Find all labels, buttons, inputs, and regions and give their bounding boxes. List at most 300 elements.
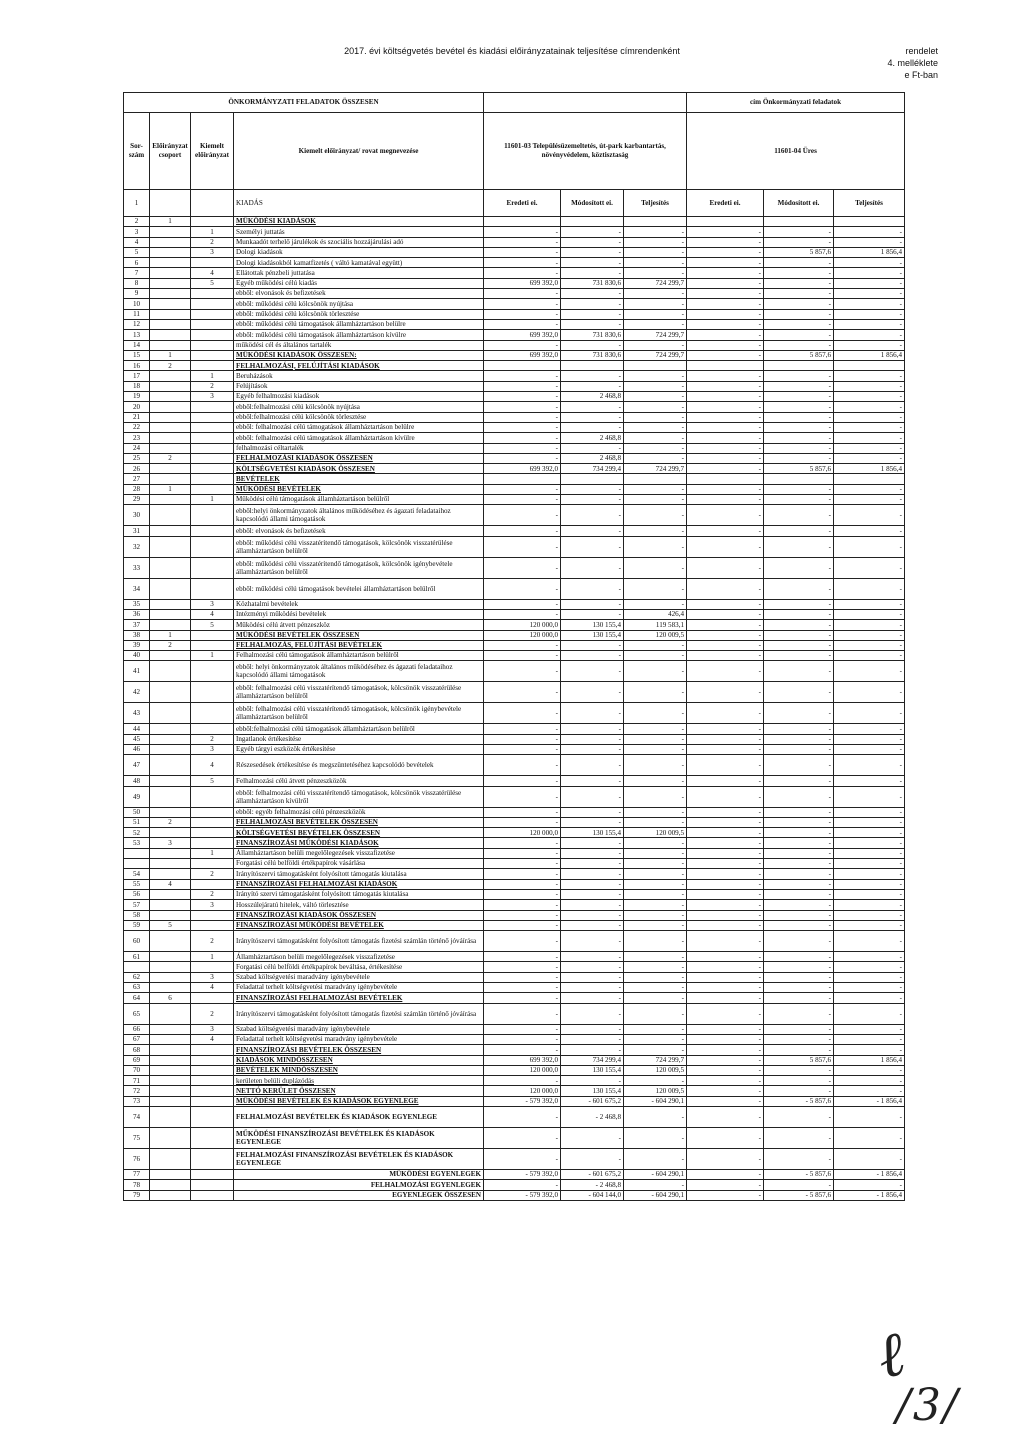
row-name: Személyi juttatás (234, 227, 484, 237)
annex-label: 4. melléklete (887, 58, 938, 68)
value-eredeti-2: - (687, 1024, 764, 1034)
item-number: 1 (191, 227, 234, 237)
value-eredeti-2: - (687, 258, 764, 268)
item-number (191, 340, 234, 350)
value-modositott-1: - (561, 227, 624, 237)
table-row (124, 557, 905, 578)
value-modositott-1: - (561, 536, 624, 557)
value-modositott-2: - (764, 258, 834, 268)
value-eredeti-1: - (484, 412, 561, 422)
row-name: KÖLTSÉGVETÉSI KIADÁSOK ÖSSZESEN (234, 464, 484, 474)
item-number: 1 (191, 371, 234, 381)
group-number (150, 1180, 191, 1190)
value-eredeti-1: 699 392,0 (484, 1055, 561, 1065)
value-modositott-1: - (561, 807, 624, 817)
value-modositott-1: - (561, 258, 624, 268)
value-teljesites-1: - (624, 484, 687, 494)
value-teljesites-2: - (834, 682, 905, 703)
value-teljesites-2: - (834, 724, 905, 734)
value-teljesites-2: - (834, 838, 905, 848)
value-modositott-2: - (764, 869, 834, 879)
value-teljesites-1: - (624, 755, 687, 776)
row-number: 8 (124, 278, 150, 288)
group-number (150, 258, 191, 268)
table-row (124, 900, 905, 910)
value-teljesites-1: - (624, 972, 687, 982)
value-eredeti-2: - (687, 682, 764, 703)
row-name: ebből: felhalmozási célú visszatérítendő támogatások, kölcsönök igénybevétele államháztartáson belülről (234, 703, 484, 724)
table-row (124, 1034, 905, 1044)
value-eredeti-1: - 579 392,0 (484, 1096, 561, 1106)
row-name: Ellátottak pénzbeli juttatása (234, 268, 484, 278)
value-eredeti-2: - (687, 299, 764, 309)
value-modositott-1: - (561, 838, 624, 848)
item-number (191, 786, 234, 807)
row-name: ebből: elvonások és befizetések (234, 526, 484, 536)
table-row (124, 309, 905, 319)
value-teljesites-1: - (624, 640, 687, 650)
item-number (191, 289, 234, 299)
group-number (150, 247, 191, 257)
row-name: FELHALMOZÁSI BEVÉTELEK ÖSSZESEN (234, 817, 484, 827)
value-teljesites-1: - (624, 931, 687, 952)
row-number: 23 (124, 433, 150, 443)
group-number (150, 983, 191, 993)
table-row (124, 505, 905, 526)
item-number (191, 330, 234, 340)
value-modositott-1: - (561, 289, 624, 299)
value-modositott-1: - (561, 443, 624, 453)
table-row (124, 340, 905, 350)
cim-label: cím (750, 98, 762, 106)
value-teljesites-2: - (834, 931, 905, 952)
value-eredeti-1: 699 392,0 (484, 278, 561, 288)
value-eredeti-2: - (687, 371, 764, 381)
value-teljesites-1: 724 299,7 (624, 330, 687, 340)
row-number (124, 859, 150, 869)
group-number (150, 422, 191, 432)
value-teljesites-1: - (624, 920, 687, 930)
value-modositott-1: - (561, 412, 624, 422)
row-name: ebből:felhalmozási célú kölcsönök nyújtása (234, 402, 484, 412)
table-row (124, 1096, 905, 1106)
table-row (124, 703, 905, 724)
value-modositott-2: 5 857,6 (764, 350, 834, 360)
item-number: 1 (191, 495, 234, 505)
value-teljesites-2: - (834, 993, 905, 1003)
row-name: BEVÉTELEK (234, 474, 484, 484)
row-number: 75 (124, 1128, 150, 1149)
row-number: 40 (124, 651, 150, 661)
value-eredeti-2: - (687, 464, 764, 474)
value-modositott-1: - (561, 776, 624, 786)
row-number: 18 (124, 381, 150, 391)
cim-group-label: Önkormányzati feladatok (762, 98, 842, 106)
value-teljesites-2: - (834, 817, 905, 827)
value-eredeti-1 (484, 361, 561, 371)
value-eredeti-2: - (687, 776, 764, 786)
group-number (150, 578, 191, 599)
value-modositott-2: - (764, 972, 834, 982)
value-modositott-1: - (561, 859, 624, 869)
value-eredeti-1: - (484, 1003, 561, 1024)
value-eredeti-2: - (687, 859, 764, 869)
value-teljesites-1: - (624, 258, 687, 268)
value-eredeti-2: - (687, 268, 764, 278)
value-modositott-2: - (764, 910, 834, 920)
row-number: 5 (124, 247, 150, 257)
row-number: 49 (124, 786, 150, 807)
value-teljesites-1: - (624, 1003, 687, 1024)
row-number: 43 (124, 703, 150, 724)
row-number: 29 (124, 495, 150, 505)
group-number (150, 557, 191, 578)
value-modositott-2: - (764, 1065, 834, 1075)
group-number (150, 402, 191, 412)
value-modositott-1: - (561, 526, 624, 536)
value-teljesites-2: - (834, 536, 905, 557)
value-modositott-1: 731 830,6 (561, 350, 624, 360)
value-modositott-1: 130 155,4 (561, 828, 624, 838)
value-teljesites-2: - (834, 443, 905, 453)
value-eredeti-2 (687, 361, 764, 371)
value-teljesites-2: - (834, 330, 905, 340)
value-teljesites-2: - (834, 258, 905, 268)
value-modositott-2: - (764, 599, 834, 609)
item-number: 4 (191, 268, 234, 278)
table-row (124, 744, 905, 754)
value-modositott-1: - (561, 599, 624, 609)
group-number (150, 1190, 191, 1200)
value-modositott-1: - (561, 1076, 624, 1086)
value-teljesites-2: - (834, 557, 905, 578)
value-modositott-1: - (561, 1149, 624, 1170)
item-number: 1 (191, 952, 234, 962)
row-number: 51 (124, 817, 150, 827)
value-modositott-2: - (764, 724, 834, 734)
value-eredeti-1: - (484, 661, 561, 682)
value-modositott-1: - 2 468,8 (561, 1107, 624, 1128)
col-kiemelt: Kiemelt előirányzat (191, 113, 234, 190)
value-teljesites-1: 120 009,5 (624, 828, 687, 838)
row-number: 63 (124, 983, 150, 993)
item-number: 2 (191, 869, 234, 879)
row-number: 33 (124, 557, 150, 578)
table-row (124, 443, 905, 453)
row-number: 25 (124, 453, 150, 463)
group-number (150, 412, 191, 422)
value-modositott-1: - (561, 381, 624, 391)
value-teljesites-1: - (624, 744, 687, 754)
value-teljesites-1: - (624, 734, 687, 744)
value-teljesites-1: - (624, 838, 687, 848)
value-teljesites-2: - (834, 319, 905, 329)
value-eredeti-1: - (484, 433, 561, 443)
table-row (124, 962, 905, 972)
value-eredeti-2: - (687, 755, 764, 776)
sub-modositott-2: Módosított ei. (764, 190, 834, 217)
item-number: 5 (191, 620, 234, 630)
value-modositott-2: - (764, 952, 834, 962)
table-row (124, 330, 905, 340)
group-number (150, 755, 191, 776)
value-teljesites-2: - (834, 1149, 905, 1170)
value-modositott-1: - (561, 237, 624, 247)
value-eredeti-2: - (687, 703, 764, 724)
value-eredeti-1: - (484, 869, 561, 879)
group-number (150, 661, 191, 682)
value-eredeti-2: - (687, 484, 764, 494)
row-number: 70 (124, 1065, 150, 1075)
value-modositott-2: - (764, 859, 834, 869)
value-teljesites-1: - (624, 1180, 687, 1190)
value-modositott-1: - (561, 724, 624, 734)
row-name: FELHALMOZÁSI, FELÚJÍTÁSI KIADÁSOK (234, 361, 484, 371)
value-teljesites-2 (834, 474, 905, 484)
row-name: FELHALMOZÁS, FELÚJÍTÁSI BEVÉTELEK (234, 640, 484, 650)
value-eredeti-2: - (687, 227, 764, 237)
row-number: 36 (124, 609, 150, 619)
row-name: Egyéb felhalmozási kiadások (234, 392, 484, 402)
value-teljesites-1: - 604 290,1 (624, 1190, 687, 1200)
value-eredeti-1: - (484, 993, 561, 1003)
value-eredeti-2: - (687, 630, 764, 640)
value-eredeti-1: 120 000,0 (484, 620, 561, 630)
value-modositott-1: - (561, 557, 624, 578)
value-teljesites-2: - 1 856,4 (834, 1170, 905, 1180)
group-number (150, 474, 191, 484)
table-row (124, 412, 905, 422)
value-eredeti-2: - (687, 309, 764, 319)
row-name: ebből: működési célú támogatások bevételei államháztartáson belülről (234, 578, 484, 599)
value-modositott-1: - 601 675,2 (561, 1170, 624, 1180)
row-number: 26 (124, 464, 150, 474)
table-row (124, 278, 905, 288)
item-number (191, 817, 234, 827)
cim-header (687, 93, 905, 113)
item-number (191, 1149, 234, 1170)
row-name: Felhalmozási célú átvett pénzeszközök (234, 776, 484, 786)
value-eredeti-2: - (687, 1055, 764, 1065)
value-eredeti-2: - (687, 1086, 764, 1096)
row-name: ebből: felhalmozási célú visszatérítendő támogatások, kölcsönök visszatérülése államháztartáson belülről (234, 682, 484, 703)
value-eredeti-2: - (687, 879, 764, 889)
item-number (191, 661, 234, 682)
table-row (124, 983, 905, 993)
value-modositott-1: - (561, 682, 624, 703)
table-row (124, 993, 905, 1003)
table-row (124, 859, 905, 869)
value-teljesites-1: - (624, 371, 687, 381)
row-name: Beruházások (234, 371, 484, 381)
value-eredeti-2: - (687, 1045, 764, 1055)
handwritten-page-number: /3/ (896, 1380, 960, 1431)
value-eredeti-2: - (687, 402, 764, 412)
value-modositott-1 (561, 474, 624, 484)
value-eredeti-1: 120 000,0 (484, 828, 561, 838)
row-name: ebből: elvonások és befizetések (234, 289, 484, 299)
value-modositott-2: - (764, 268, 834, 278)
table-row (124, 682, 905, 703)
value-eredeti-1: - (484, 402, 561, 412)
item-number: 2 (191, 734, 234, 744)
value-eredeti-1: - 579 392,0 (484, 1170, 561, 1180)
row-number: 2 (124, 217, 150, 227)
value-modositott-2: - (764, 402, 834, 412)
value-modositott-2 (764, 361, 834, 371)
value-eredeti-2 (687, 217, 764, 227)
item-number (191, 557, 234, 578)
item-number (191, 453, 234, 463)
item-number (191, 217, 234, 227)
table-row (124, 838, 905, 848)
value-modositott-2: - (764, 682, 834, 703)
value-teljesites-2: - (834, 237, 905, 247)
row-name: ebből: működési célú támogatások államháztartáson kívülre (234, 330, 484, 340)
value-modositott-2 (764, 474, 834, 484)
value-eredeti-2: - (687, 972, 764, 982)
group-number (150, 278, 191, 288)
value-modositott-2: - 5 857,6 (764, 1096, 834, 1106)
value-teljesites-2: - (834, 289, 905, 299)
value-modositott-2: - (764, 889, 834, 899)
table-row (124, 599, 905, 609)
value-teljesites-2: - (834, 433, 905, 443)
sub-teljesites: Teljesítés (624, 190, 687, 217)
value-modositott-2: - (764, 299, 834, 309)
value-eredeti-2: - (687, 381, 764, 391)
value-teljesites-1: - (624, 1076, 687, 1086)
item-number (191, 309, 234, 319)
value-teljesites-1: - (624, 392, 687, 402)
value-eredeti-2: - (687, 526, 764, 536)
value-eredeti-2: - (687, 910, 764, 920)
row-name: ebből: működési célú visszatérítendő támogatások, kölcsönök visszatérülése államháztartáson belülről (234, 536, 484, 557)
value-eredeti-2: - (687, 1076, 764, 1086)
value-eredeti-1: - (484, 319, 561, 329)
value-teljesites-1: - (624, 661, 687, 682)
value-modositott-2: - (764, 817, 834, 827)
item-number (191, 350, 234, 360)
item-number (191, 526, 234, 536)
row-number: 52 (124, 828, 150, 838)
value-modositott-2: - (764, 734, 834, 744)
row-number: 34 (124, 578, 150, 599)
value-modositott-2: - (764, 661, 834, 682)
table-row (124, 1149, 905, 1170)
item-number (191, 962, 234, 972)
value-teljesites-1: - (624, 557, 687, 578)
value-eredeti-2: - (687, 734, 764, 744)
value-modositott-1: 130 155,4 (561, 1086, 624, 1096)
item-number (191, 505, 234, 526)
sub-eredeti: Eredeti ei. (484, 190, 561, 217)
item-number (191, 464, 234, 474)
group-number (150, 289, 191, 299)
row-number: 55 (124, 879, 150, 889)
row-number: 65 (124, 1003, 150, 1024)
value-modositott-1: 130 155,4 (561, 630, 624, 640)
group-number: 2 (150, 640, 191, 650)
value-teljesites-2 (834, 217, 905, 227)
value-teljesites-1: - (624, 993, 687, 1003)
value-teljesites-1: - (624, 682, 687, 703)
table-row (124, 848, 905, 858)
value-eredeti-1: - (484, 1024, 561, 1034)
value-teljesites-1: - (624, 526, 687, 536)
row-name: Részesedések értékesítése és megszüntetéséhez kapcsolódó bevételek (234, 755, 484, 776)
value-teljesites-1: - (624, 983, 687, 993)
value-eredeti-1: - (484, 848, 561, 858)
value-modositott-1: - (561, 1034, 624, 1044)
group-number: 2 (150, 361, 191, 371)
value-teljesites-1: 120 009,5 (624, 1065, 687, 1075)
value-teljesites-2: - (834, 755, 905, 776)
value-eredeti-1: - (484, 1076, 561, 1086)
value-modositott-1: - (561, 1024, 624, 1034)
row-name: Irányítószervi támogatásként folyósított támogatás kiutalása (234, 869, 484, 879)
value-eredeti-2: - (687, 340, 764, 350)
table-body (124, 93, 905, 1201)
value-eredeti-1: - (484, 962, 561, 972)
table-row (124, 1065, 905, 1075)
value-modositott-1: - (561, 920, 624, 930)
value-teljesites-1: - (624, 237, 687, 247)
value-teljesites-1: - (624, 859, 687, 869)
row-number: 28 (124, 484, 150, 494)
value-eredeti-2: - (687, 889, 764, 899)
row-name: FELHALMOZÁSI EGYENLEGEK (234, 1180, 484, 1190)
table-row (124, 392, 905, 402)
row-number: 27 (124, 474, 150, 484)
row-number: 4 (124, 237, 150, 247)
handwritten-signature: ℓ (870, 1316, 912, 1393)
row-name: Feladattal terhelt költségvetési maradvány igénybevétele (234, 1034, 484, 1044)
item-number (191, 682, 234, 703)
table-row (124, 289, 905, 299)
row-number: 45 (124, 734, 150, 744)
table-row (124, 630, 905, 640)
value-eredeti-2: - (687, 319, 764, 329)
value-modositott-2: - (764, 776, 834, 786)
value-modositott-1: - (561, 402, 624, 412)
value-teljesites-1 (624, 474, 687, 484)
row-number: 11 (124, 309, 150, 319)
value-teljesites-2: - (834, 392, 905, 402)
table-row (124, 1055, 905, 1065)
table-row (124, 972, 905, 982)
table-row (124, 724, 905, 734)
item-number (191, 474, 234, 484)
value-eredeti-1: 699 392,0 (484, 464, 561, 474)
value-modositott-2: - (764, 495, 834, 505)
value-modositott-2: - (764, 278, 834, 288)
sub-modositott: Módosított ei. (561, 190, 624, 217)
item-number: 2 (191, 931, 234, 952)
value-eredeti-1: - (484, 755, 561, 776)
table-row (124, 402, 905, 412)
row-number (124, 962, 150, 972)
value-teljesites-1: - (624, 910, 687, 920)
row-name: Forgatási célú belföldi értékpapírok vásárlása (234, 859, 484, 869)
value-eredeti-1 (484, 474, 561, 484)
group-number (150, 319, 191, 329)
value-eredeti-1: - (484, 952, 561, 962)
value-modositott-2: - (764, 931, 834, 952)
table-row (124, 1180, 905, 1190)
row-name: Intézményi működési bevételek (234, 609, 484, 619)
value-teljesites-2: - (834, 776, 905, 786)
